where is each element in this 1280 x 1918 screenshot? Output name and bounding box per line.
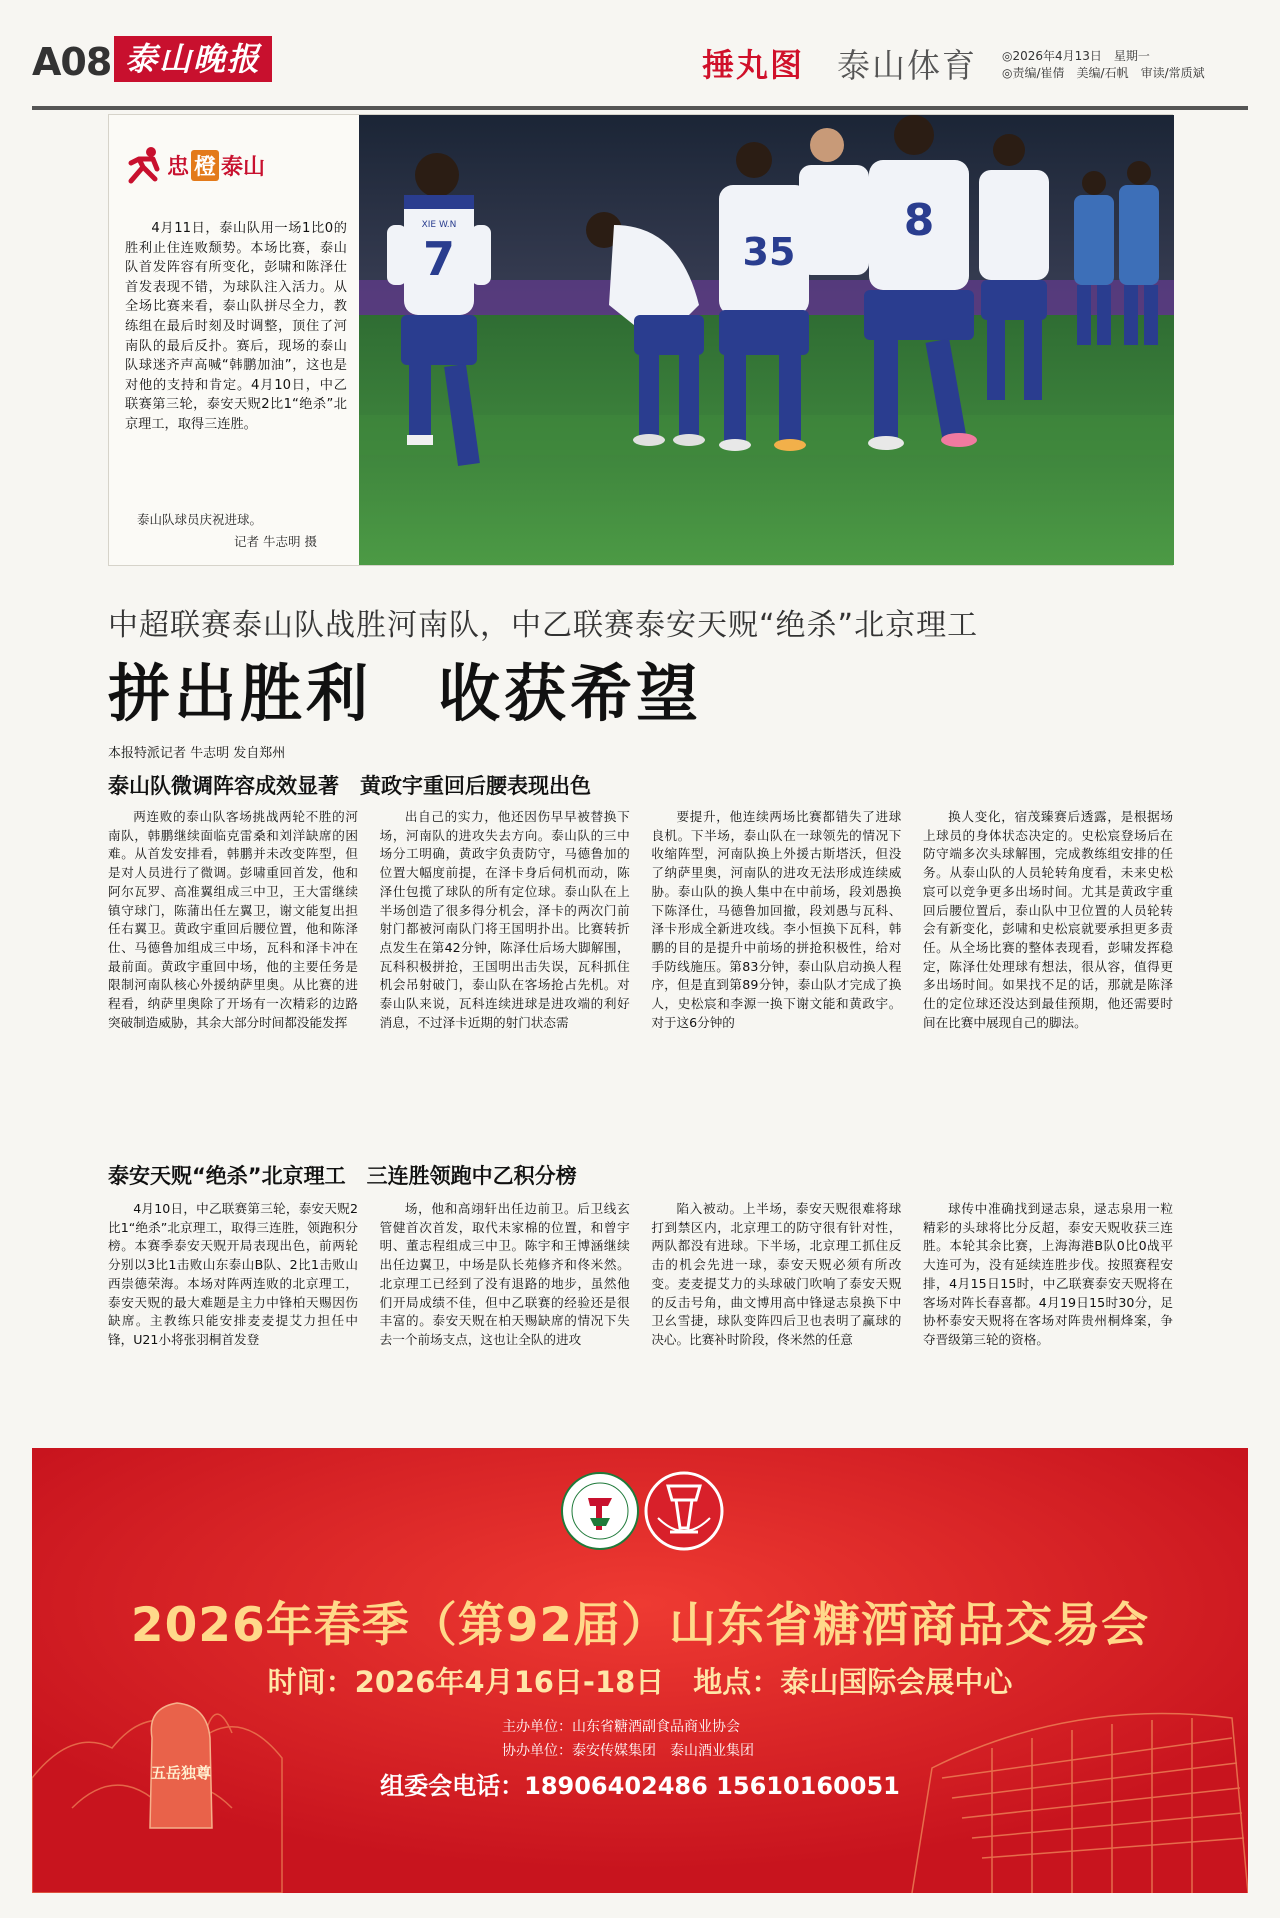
article-headline: 拼出胜利 收获希望 <box>108 657 703 730</box>
photo-feature <box>108 114 1173 566</box>
section2-columns <box>108 1200 1173 1406</box>
svg-text:XIE W.N: XIE W.N <box>421 220 457 230</box>
section1-col-4: 换人变化，宿茂臻赛后透露，是根据场上球员的身体状态决定的。史松宸登场后在防守端多次头球解围，完成教练组安排的任务。从泰山队的人员轮转角度看，未来史松宸可以竞争更多出场时间。尤其是黄政宇重回后腰位置后，泰山队中卫位置的人员轮转会有新变化，彭啸和史松宸就要承担更多责任。从全场比赛的整体表现看，彭啸发挥稳定，陈泽仕处理球有想法，很从容，值得更多出场时间。如果找不足的话，那就是陈泽仕的定位球还没达到最佳预期，他还需要时间在比赛中展现自己的脚法。 <box>922 809 1173 1030</box>
page-header <box>32 28 1248 90</box>
section-name: 泰山体育 <box>837 46 977 85</box>
section1-col-3: 要提升，他连续两场比赛都错失了进球良机。下半场，泰山队在一球领先的情况下收缩阵型，河南队换上外援古斯塔沃，但没了纳萨里奥，河南队的进攻无法形成连续威胁。泰山队的换人集中在中前场，段刘愚换下陈泽仕，马德鲁加回撤，段刘愚与瓦科、泽卡形成全新进攻线。李小恒换下瓦科，韩鹏的目的是提升中前场的拼抢积极性，给对手防线施压。第83分钟，泰山队启动换人程序，但是直到第89分钟，泰山队才完成了换人，史松宸和李源一换下谢文能和黄政宇。对于这6分钟的 <box>651 809 902 1030</box>
ad-phone: 组委会电话：18906402486 15610160051 <box>380 1772 900 1800</box>
section1-col-2: 出自己的实力，他还因伤早早被替换下场，河南队的进攻失去方向。泰山队的三中场分工明确，黄政宇负责防守，马德鲁加的位置大幅度前提，在泽卡身后伺机而动，陈泽仕包揽了球队的所有定位球。泰山队在上半场创造了很多得分机会，泽卡的两次门前射门都被河南队门将王国明扑出。比赛转折点发生在第42分钟，陈泽仕后场大脚解围，瓦科积极拼抢，王国明出击失误，瓦科抓住机会吊射破门，泰山队在客场抢占先机。对泰山队来说，瓦科连续进球是进攻端的利好消息，不过泽卡近期的射门状态需 <box>379 809 630 1030</box>
section1-columns <box>108 808 1173 1116</box>
svg-text:8: 8 <box>903 195 935 246</box>
issue-date: ◎2026年4月13日 星期一 <box>1002 49 1150 63</box>
ad-co-organizer: 协办单位：泰安传媒集团 泰山酒业集团 <box>502 1743 754 1759</box>
issue-meta <box>1002 48 1205 82</box>
section-kicker: 捶丸图 <box>702 46 805 84</box>
caption-text: 泰山队球员庆祝进球。 <box>137 512 263 527</box>
ad-time-venue: 时间：2026年4月16日-18日 地点：泰山国际会展中心 <box>267 1665 1013 1699</box>
association-logo <box>562 1473 638 1549</box>
svg-text:7: 7 <box>422 232 456 286</box>
runner-icon <box>125 145 165 185</box>
ad-organizer: 主办单位：山东省糖酒副食品商业协会 <box>502 1719 740 1735</box>
column-logo <box>125 145 265 185</box>
article-byline: 本报特派记者 牛志明 发自郑州 <box>108 746 286 761</box>
header-divider <box>32 106 1248 110</box>
feature-sidebar <box>109 115 359 565</box>
svg-text:五岳独尊: 五岳独尊 <box>150 1764 212 1782</box>
feature-intro: 4月11日，泰山队用一场1比0的胜利止住连败颓势。本场比赛，泰山队首发阵容有所变化，彭啸和陈泽仕首发表现不错，为球队注入活力。从全场比赛来看，泰山队拼尽全力，教练组在最后时刻及时调整，顶住了河南队的最后反扑。赛后，现场的泰山队球迷齐声高喊“韩鹏加油”，这也是对他的支持和肯定。4月10日，中乙联赛第三轮，泰安天贶2比1“绝杀”北京理工，取得三连胜。 <box>125 221 347 432</box>
section2-col-3: 陷入被动。上半场，泰安天贶很难将球打到禁区内，北京理工的防守很有针对性，两队都没有进球。下半场，北京理工抓住反击的机会先进一球，泰安天贶必须有所改变。麦麦提艾力的头球破门吹响了泰安天贶的反击号角，曲文博用高中锋逯志泉换下中卫幺雪捷，球队变阵四后卫也表明了赢球的决心。比赛补时阶段，佟米然的任意 <box>651 1201 902 1347</box>
masthead-logo: 泰山晚报 <box>114 36 272 82</box>
photo-caption <box>137 509 347 553</box>
trade-fair-ad <box>32 1448 1248 1893</box>
section2-col-2: 场，他和高翊轩出任边前卫。后卫线玄管健首次首发，取代未家棉的位置，和曾宇明、董志程组成三中卫。陈宇和王博涵继续出任边翼卫，中场是队长苑修齐和佟米然。北京理工已经到了没有退路的地步，虽然他们开局成绩不佳，但中乙联赛的经验还是很丰富的。泰安天贶在柏天赐缺席的情况下失去一个前场支点，这也让全队的进攻 <box>379 1201 630 1347</box>
section1-title: 泰山队微调阵容成效显著 黄政宇重回后腰表现出色 <box>108 774 591 798</box>
fair-logo <box>646 1473 722 1549</box>
page-number: A08 <box>32 40 112 84</box>
issue-editors: ◎责编/崔倩 美编/石帆 审读/常质斌 <box>1002 66 1205 80</box>
section2-col-1: 4月10日，中乙联赛第三轮，泰安天贶2比1“绝杀”北京理工，取得三连胜，领跑积分榜。本赛季泰安天贶开局表现出色，前两轮分别以3比1击败山东泰山B队、2比1击败山西崇德荣海。本场对阵两连败的北京理工，泰安天贶的最大难题是主力中锋柏天赐因伤缺席。主教练只能安排麦麦提艾力担任中锋，U21小将张羽桐首发登 <box>108 1201 358 1347</box>
section2-col-4: 球传中准确找到逯志泉，逯志泉用一粒精彩的头球将比分反超，泰安天贶收获三连胜。本轮其余比赛，上海海港B队0比0战平大连可为，没有延续连胜步伐。按照赛程安排，4月15日15时，中乙联赛泰安天贶将在客场对阵长春喜都。4月19日15时30分，足协杯泰安天贶将在客场对阵贵州桐烽案，争夺晋级第三轮的资格。 <box>922 1201 1173 1347</box>
ad-title: 2026年春季（第92届）山东省糖酒商品交易会 <box>130 1598 1150 1653</box>
celebration-photo <box>359 115 1174 565</box>
article-subhead: 中超联赛泰山队战胜河南队，中乙联赛泰安天贶“绝杀”北京理工 <box>108 608 979 643</box>
svg-text:35: 35 <box>742 230 796 274</box>
match-photo <box>359 115 1174 565</box>
column-logo-text: 忠 橙 泰山 <box>167 150 265 181</box>
section1-col-1: 两连败的泰山队客场挑战两轮不胜的河南队，韩鹏继续面临克雷桑和刘洋缺席的困难。从首发安排看，韩鹏并未改变阵型，但是对人员进行了微调。彭啸重回首发，他和阿尔瓦罗、高准翼组成三中卫，王大雷继续镇守球门，陈蒲出任左翼卫，谢文能复出担任右翼卫。黄政宇重回后腰位置，他和陈泽仕、马德鲁加组成三中场，瓦科和泽卡冲在最前面。黄政宇重回中场，他的主要任务是限制河南队核心外援纳萨里奥。从比赛的进程看，纳萨里奥除了开场有一次精彩的边路突破制造威胁，其余大部分时间都没能发挥 <box>108 809 358 1030</box>
photo-credit: 记者 牛志明 摄 <box>234 534 317 549</box>
section2-title: 泰安天贶“绝杀”北京理工 三连胜领跑中乙积分榜 <box>108 1164 577 1188</box>
